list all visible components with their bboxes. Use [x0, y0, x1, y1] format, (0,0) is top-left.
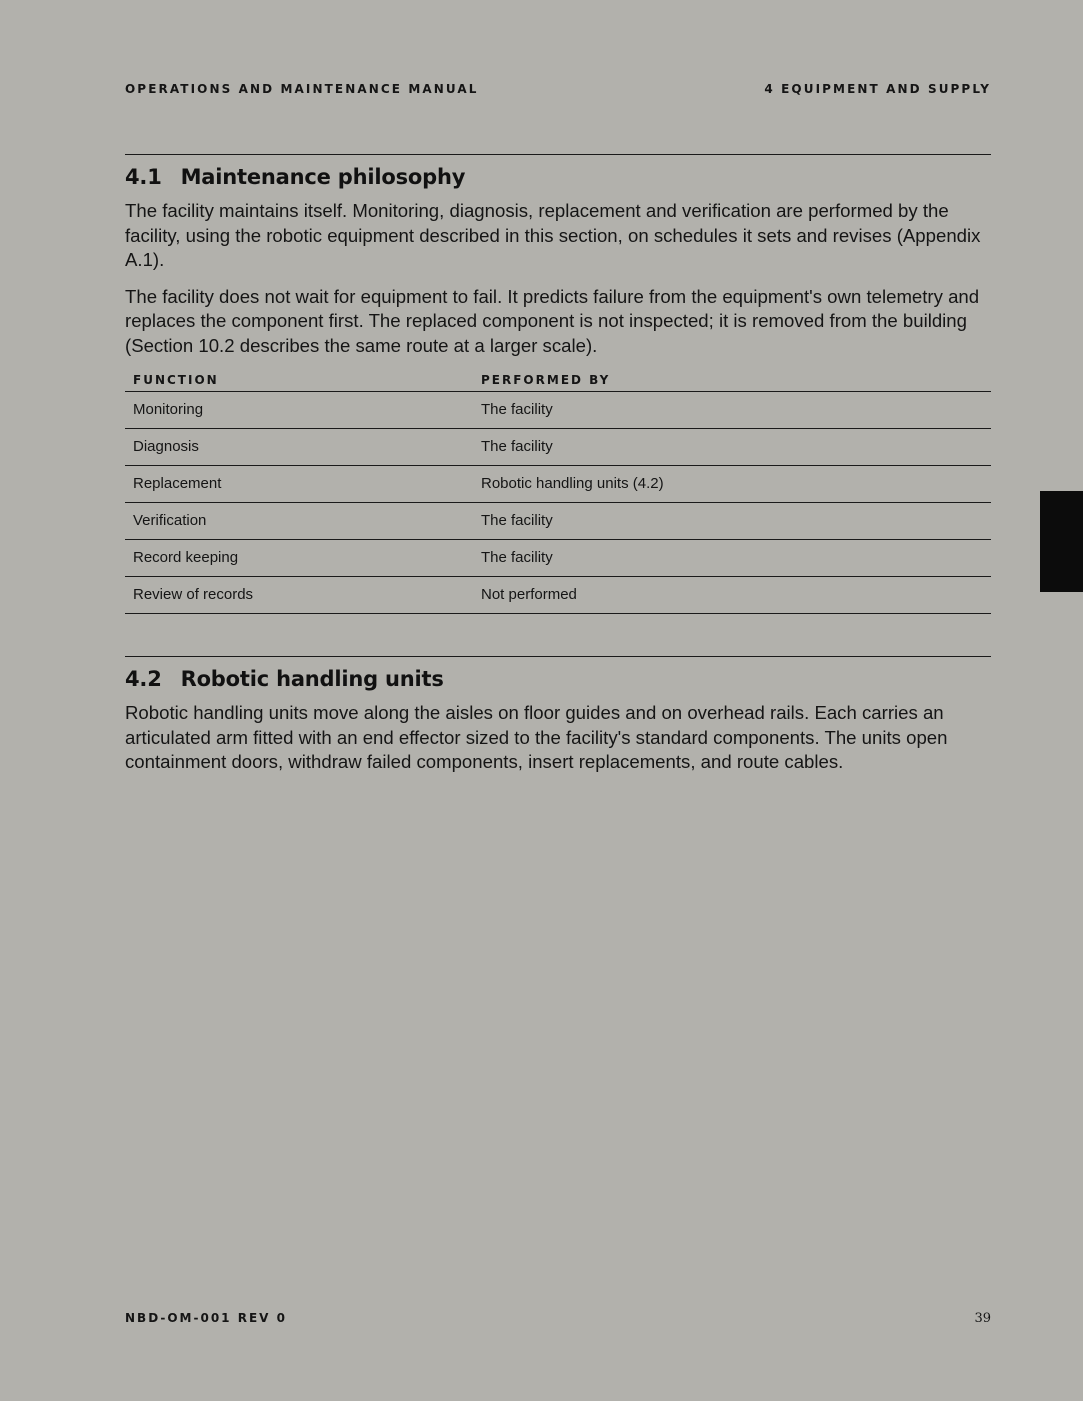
page-number: 39	[974, 1311, 991, 1326]
function-cell: Review of records	[125, 576, 473, 613]
column-header-function: FUNCTION	[125, 373, 473, 392]
function-cell: Monitoring	[125, 391, 473, 428]
section-robotic-handling-units	[125, 656, 991, 775]
document-code: NBD-OM-001 REV 0	[125, 1311, 287, 1325]
table-header-row	[125, 373, 991, 392]
section-number: 4.1	[125, 165, 162, 189]
function-cell: Verification	[125, 502, 473, 539]
performer-cell: Robotic handling units (4.2)	[473, 465, 991, 502]
responsibility-table	[125, 373, 991, 614]
performer-cell: The facility	[473, 539, 991, 576]
section-number: 4.2	[125, 667, 162, 691]
column-header-performed-by: PERFORMED BY	[473, 373, 991, 392]
chapter-thumb-tab	[1040, 491, 1083, 592]
section-maintenance-philosophy	[125, 154, 991, 614]
performer-cell: The facility	[473, 502, 991, 539]
performer-cell: The facility	[473, 428, 991, 465]
table-row	[125, 391, 991, 428]
running-header	[125, 82, 991, 96]
running-footer	[125, 1311, 991, 1326]
table-row	[125, 539, 991, 576]
section-title: Maintenance philosophy	[180, 165, 466, 189]
body-paragraph: The facility does not wait for equipment to fail. It predicts failure from the equipment's own telemetry and replaces the component first. The replaced component is not inspected; it is removed from the building (Section 10.2 describes the same route at a larger scale).	[125, 285, 980, 356]
table-row	[125, 502, 991, 539]
section-heading	[125, 665, 991, 693]
chapter-title: 4 EQUIPMENT AND SUPPLY	[764, 82, 991, 96]
body-paragraph: The facility maintains itself. Monitoring, diagnosis, replacement and verification are performed by the facility, using the robotic equipment described in this section, on schedules it sets and revises (Appendix A.1).	[125, 200, 981, 271]
body-paragraph: Robotic handling units move along the aisles on floor guides and on overhead rails. Each carries an articulated arm fitted with an end effector sized to the facility's standard components. The units open containment doors, withdraw failed components, insert replacements, and route cables.	[125, 702, 948, 773]
section-title: Robotic handling units	[180, 667, 444, 691]
table-row	[125, 428, 991, 465]
table-row	[125, 576, 991, 613]
function-cell: Replacement	[125, 465, 473, 502]
table-row	[125, 465, 991, 502]
section-heading	[125, 163, 991, 191]
function-cell: Record keeping	[125, 539, 473, 576]
manual-title: OPERATIONS AND MAINTENANCE MANUAL	[125, 82, 479, 96]
performer-cell: Not performed	[473, 576, 991, 613]
performer-cell: The facility	[473, 391, 991, 428]
function-cell: Diagnosis	[125, 428, 473, 465]
